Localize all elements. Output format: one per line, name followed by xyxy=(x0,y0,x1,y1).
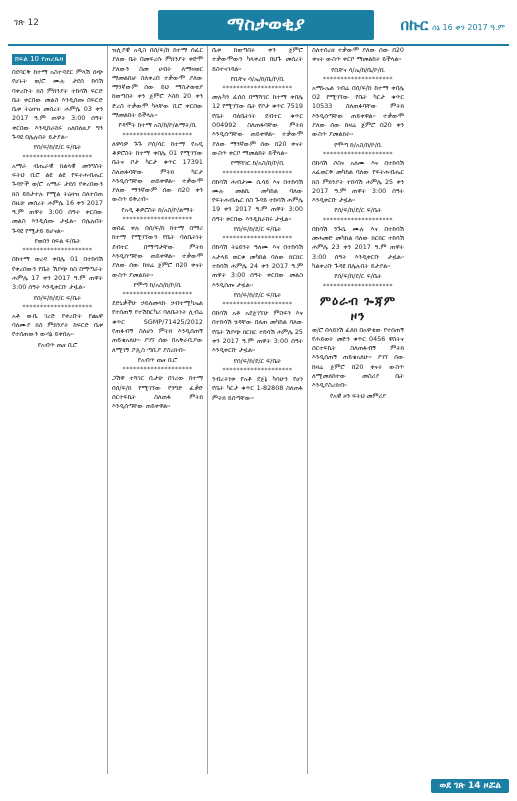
notice-signature: የሰ/ፍ/ከ/ደ/ር ፍ/ቤት xyxy=(233,290,282,299)
notice-signature: የሰ/ፍ/ከ/ደ/ር ፍ/ቤት xyxy=(233,225,282,234)
notice xyxy=(212,309,303,366)
separator: ******************** xyxy=(323,150,393,158)
section-tag: ክፍል 10 የጠረጴዛ xyxy=(12,54,66,65)
notice xyxy=(112,140,203,215)
separator: ******************** xyxy=(222,235,293,243)
columns-container xyxy=(8,46,509,774)
notice xyxy=(312,46,404,75)
notice xyxy=(312,84,404,150)
zone-box-title: ምዕራብ ጐጃም ዞን xyxy=(319,293,397,323)
separator: ******************** xyxy=(22,153,93,161)
header-brand-block xyxy=(400,16,505,34)
issue-date: ሰኔ 16 ቀን 2017 ዓ.ም xyxy=(432,23,505,32)
notice xyxy=(112,46,203,131)
notice-text: ስለተሰረዘ ተቃውሞ ያለው ሰው በ20 ቀናት ውስጥ ቀርቦ ማመልከት ይችላል፡፡ xyxy=(312,46,404,64)
notice xyxy=(112,299,203,365)
notice-text: በከሳሽ ትዕይንት ዓለሙ እና በተከሳሽ አታላይ ወርቁ መካከል ባለው ክርክር ተከሳሽ ሐምሌ 24 ቀን 2017 ዓ.ም ጠዋት 3:00 ሰዓት ቀርበው መልስ እንዲሰጡ ታዟል፡፡ xyxy=(212,243,303,289)
separator: ******************** xyxy=(22,303,93,311)
column-3 xyxy=(208,46,308,774)
notice-signature: የሞጣ ከ/አስ/ከ/ኮ/ቢ xyxy=(334,140,382,149)
separator: ******************** xyxy=(122,291,193,299)
notice xyxy=(212,243,303,300)
separator: ******************** xyxy=(122,216,193,224)
notice xyxy=(212,93,303,168)
notice-text: በከሳሽ ንጉሴ ሙሉ እና በተከሳሽ መሐመድ መካከል ባለው ክርክር ተከሳሽ ሐምሌ 23 ቀን 2017 ዓ.ም ጠዋት 3:00 ሰዓት እንዲቀርቡ ታዟል፡፡ ካልቀረቡ ጉዳዩ በሌሉበት ይታያል፡፡ xyxy=(312,224,404,270)
notice-text: ንብረትነቱ የአቶ ደጀኔ ካሳሁን የሆነ የቤት ካርታ ቁጥር 1-82808 ስለጠፋ ምትክ ይሰጣቸው፡፡ xyxy=(212,374,303,402)
notice-text: ደድኒቃችሁ ኃይለመላኩ ኃብተሚካኤል የተሰጠኝ የተሽከርካሪ ባለቤትነት ሊብሬ ቁጥር SGMP/71425/2012 የጠፋብኝ ስለሆነ ምትክ እንዲሰጠኝ ጠይቄአለሁ፡፡ ያገኘ ሰው በአቅራቢያው ለሚገኝ ፖሊስ ጣቢያ ያስረክብ፡፡ xyxy=(112,299,203,354)
notice-signature: የዳሞት ከተማ አስ/ከ/ኮ/ልማት/ቢ xyxy=(118,121,197,130)
notice xyxy=(212,375,303,403)
notice-signature: የሰ/ፍ/ከ/ደ/ር ፍ/ቤት xyxy=(233,356,282,365)
separator: ******************** xyxy=(323,75,393,83)
notice-text: በከሳሽ ሶስና አለሙ እና በተከሳሽ አፈወርቅ መካከል ባለው የፍትሐብሔር ክስ ምክንያት ተከሳሽ ሐምሌ 25 ቀን 2017 ዓ.ም ጠዋት 3:00 ሰዓት እንዲቀርቡ ታዟል፡፡ xyxy=(312,158,404,205)
notice-signature: የአዊ ዞን ፍትህ መምሪያ xyxy=(329,391,387,400)
notice xyxy=(112,374,203,411)
notice-signature: የቢቸና ሳ/ኤ/ከ/ቤ/ኮ/ቢ xyxy=(331,65,385,74)
notice-signature: የአብጥ ጤና ቢሮ xyxy=(137,355,178,364)
separator: ******************** xyxy=(323,282,393,290)
notice xyxy=(212,178,303,235)
notice-text: ቤቱ ከወጣበት ቀን ጀምሮ ተቃውሞውን ካላቀረበ በህጉ መሰረት ይስተናገዳል፡፡ xyxy=(212,46,303,73)
separator: ******************** xyxy=(222,169,293,177)
notice xyxy=(12,162,103,247)
separator: ******************** xyxy=(122,366,193,374)
notice-text: በከሳሽ ሐብታሙ ሲሳይ እና በተከሳሽ ሙሉ መልኬ መካከል ባለው የፍትሐብሔር ክስ ጉዳይ ተከሳሽ ሐምሌ 19 ቀን 2017 ዓ.ም ጠዋት 3:00 ሰዓት ቀርበው እንዲከራከሩ ታዟል፡፡ xyxy=(212,177,303,223)
column-1 xyxy=(8,46,108,774)
notice-text: አቶ ውቤ ገረድ የቀረቡት የጨዋ ባለሙያ ክስ ምክንያት ከፍርድ ቤቱ የተሰጠውን ውሳኔ ይቀበሉ፡፡ xyxy=(12,311,103,339)
separator: ******************** xyxy=(222,85,293,93)
column-4 xyxy=(308,46,408,774)
notice-signature: የወሰን ክፍል ፍ/ቤት xyxy=(34,237,81,246)
notice-signature: የአብጥ ጤና ቢሮ xyxy=(37,340,78,349)
notice xyxy=(12,255,103,302)
notice-text: መሉካን ፈሰሰ በማሻገር ከተማ ቀበሌ 12 የሚገኘው ቤት የቦታ ቁጥር 7519 የቤት ባለቤትነት ደብተር ቁጥር 004992 ስለጠፋባቸው ምትክ እንዲሰጣቸው ጠይቀዋል፡፡ ተቃውሞ ያለው ማንኛውም ሰው በ20 ቀናት ውስጥ ቀርቦ ማመልከት ይችላል፡፡ xyxy=(212,93,303,157)
column-2 xyxy=(108,46,208,774)
notice-signature: የሰ/ፍ/ከ/ደ/ር ፍ/ቤት xyxy=(334,206,382,215)
continued-on-page-label: ወደ ገጽ 14 ዞሯል xyxy=(431,779,509,793)
notice-text: ጋሽዋ ተሻገር ቢታሁ በገረው ከተማ በሰ/ፍ/ከ የሚገኘው የንግድ ፈቃድ ሰርተፍኬት ስለጠፋ ምትክ እንዲሰጣቸው ጠይቀዋል፡፡ xyxy=(112,374,203,411)
notice-text: በከተማ ወረዳ ቀበሌ 01 በተከሳሽ የቀረበውን የቤት ሽያጭ ክስ በማጣራት ሐምሌ 17 ቀን 2017 ዓ.ም ጠዋት 3:00 ሰዓት እንዲቀርቡ ታዟል፡፡ xyxy=(12,255,103,292)
notice-text: አማኑኤል ገብሬ በሰ/ፍ/ከ ከተማ ቀበሌ 02 የሚገኘው የቤት ካርታ ቁጥር 10533 ስለጠፋባቸው ምትክ እንዲሰጣቸው ጠይቀዋል፡፡ ተቃውሞ ያለው ሰው ከዛሬ ጀምሮ በ20 ቀን ውስጥ ያመልክት፡፡ xyxy=(312,83,404,139)
notice xyxy=(112,224,203,290)
masthead-title: ማስታወቂያ xyxy=(158,10,374,40)
brand-name: በኩር xyxy=(400,16,429,34)
notice-signature: የአዲ ቆዎሮስት ከ/አስ/ኮ/ልማት xyxy=(121,205,194,214)
separator: ******************** xyxy=(222,366,293,374)
page-number: ገጽ 12 xyxy=(14,18,40,28)
separator: ******************** xyxy=(22,247,93,255)
notice xyxy=(12,312,103,350)
notice-text: ለዋሳዎ ጉጉ ቦሰ/ሳር ከተማ የአዲ ቆዎሮስት ከተማ ቀበሌ 01 የሚገኘው ቤትና ቦታ ካርታ ቁጥር 17391 ስለጠፋባቸው ምትክ ካርታ እንዲሰጣቸው ጠይቀዋል፡፡ ተቃውሞ ያለው ማንኛውም ሰው በ20 ቀን ውስጥ ይቅረብ፡፡ xyxy=(112,139,203,204)
notice-text: በደባርቅ ከተማ አስተዳደር ምላሽ ሰጭ የሆኑት ወ/ሮ ሙሉ ታደሰ ከሳሽ ባቀረቡት ክስ ምክንያት ተከሳሽ ፍርድ ቤት ቀርበው መልስ እንዲሰጡ በፍርድ ቤቱ ትዕዛዝ መሰረት ሐምሌ 03 ቀን 2017 ዓ.ም ጠዋት 3:00 ሰዓት ቀርበው እንዲከራከሩ አለበለዚያ ግን ጉዳዩ በሌሉበት ይታያል፡፡ xyxy=(12,68,103,142)
notice-signature: የሞጣ ከ/አስ/ከ/ኮ/ቢ xyxy=(133,280,182,289)
notice-text: በከሳሽ አቶ አደጀገኘሁ ምስፍን እና በተከሳሽ ሄዳቸው በለጠ መካከል ባለው የቤት ሽያጭ ክርክር ተከሳሽ ሐምሌ 25 ቀን 2017 ዓ.ም ጠዋት 3:00 ሰዓት እንዲቀርቡ ታዟል፡፡ xyxy=(212,309,303,355)
notice-signature: የሰ/ፍ/ከ/ደ/ር ፍ/ቤት xyxy=(33,293,82,302)
notice xyxy=(12,68,103,153)
page-header xyxy=(8,6,509,50)
notice-text: ወሰፈ ቀሉ በሰ/ፍ/ከ ከተማ በማሪ ከተማ የሚገኘውን የቤት ባለቤትነት ደብተር በማጣታቸው ምትክ እንዲሰጣቸው ጠይቀዋል፡፡ ተቃውሞ ያለው ሰው ከዛሬ ጀምሮ በ20 ቀናት ውስጥ ያመልክት፡፡ xyxy=(112,224,203,279)
notice-text: አማራ ብሔራዊ ክልላዊ መንግስት ፍትህ ቢሮ ልዩ ልዩ የፍትሐብሔር ጉዳዮች ወ/ሮ አማራ ታደሰ የቀረበውን ክስ ይከታተሉ የሚል ትዕዛዝ ስለተሰጠ በዚሁ መሰረት ሐምሌ 16 ቀን 2017 ዓ.ም ጠዋት 3:00 ሰዓት ቀርበው መልስ እንዲሰጡ ታዟል፡፡ በሌሉበት ጉዳዩ የሚታይ ይሆናል፡፡ xyxy=(12,161,103,235)
separator: ******************** xyxy=(122,131,193,139)
notice-signature: የቢቸና ሳ/ኤ/ከ/ቤ/ኮ/ቢ xyxy=(230,74,285,83)
notice xyxy=(312,159,404,216)
separator: ******************** xyxy=(222,301,293,309)
notice-text: ወ/ሮ በላይነሽ ፈለክ በአዋቂው የተሰጠኝ የሕይወት መድን ቁጥር 0456 ዋስትና ሰርተፍኬት ስለጠፋብኝ ምትክ እንዲሰጠኝ ጠይቄአለሁ፡፡ ያገኘ ሰው ከዛሬ ጀምሮ በ20 ቀናት ውስጥ ለሚመለከተው መስሪያ ቤት እንዲያስረክብ፡፡ xyxy=(312,325,405,390)
notice xyxy=(212,46,303,84)
notice xyxy=(312,225,404,282)
notice-signature: የሰ/ፍ/ከ/ደ/ር ፍ/ቤት xyxy=(33,143,82,152)
notice xyxy=(312,326,404,401)
notice-signature: የሰ/ፍ/ከ/ደ/ር ፍ/ቤት xyxy=(334,272,382,281)
notice-text: ዝሊያዊ አዲስ በሰ/ፍ/ከ ከተማ ሰፈር ያለው ቤት በመፍረሱ ምክንያት ቀድሞ ያለውን ስመ ሀብት ለማዛወር ማመልከቻ ስለቀረበ ተቃውሞ ያለው ማንኛውም ሰው ይህ ማስታወቂያ ከወጣበት ቀን ጀምሮ እስከ 20 ቀን ድረስ ተቃውሞ ካላቸው ቢሮ ቀርበው ማመልከት ይችላሉ፡፡ xyxy=(112,46,203,120)
separator: ******************** xyxy=(323,216,393,224)
notice-signature: የማሻገር ከ/አስ/ከ/ኮ/ቢ xyxy=(230,159,285,168)
